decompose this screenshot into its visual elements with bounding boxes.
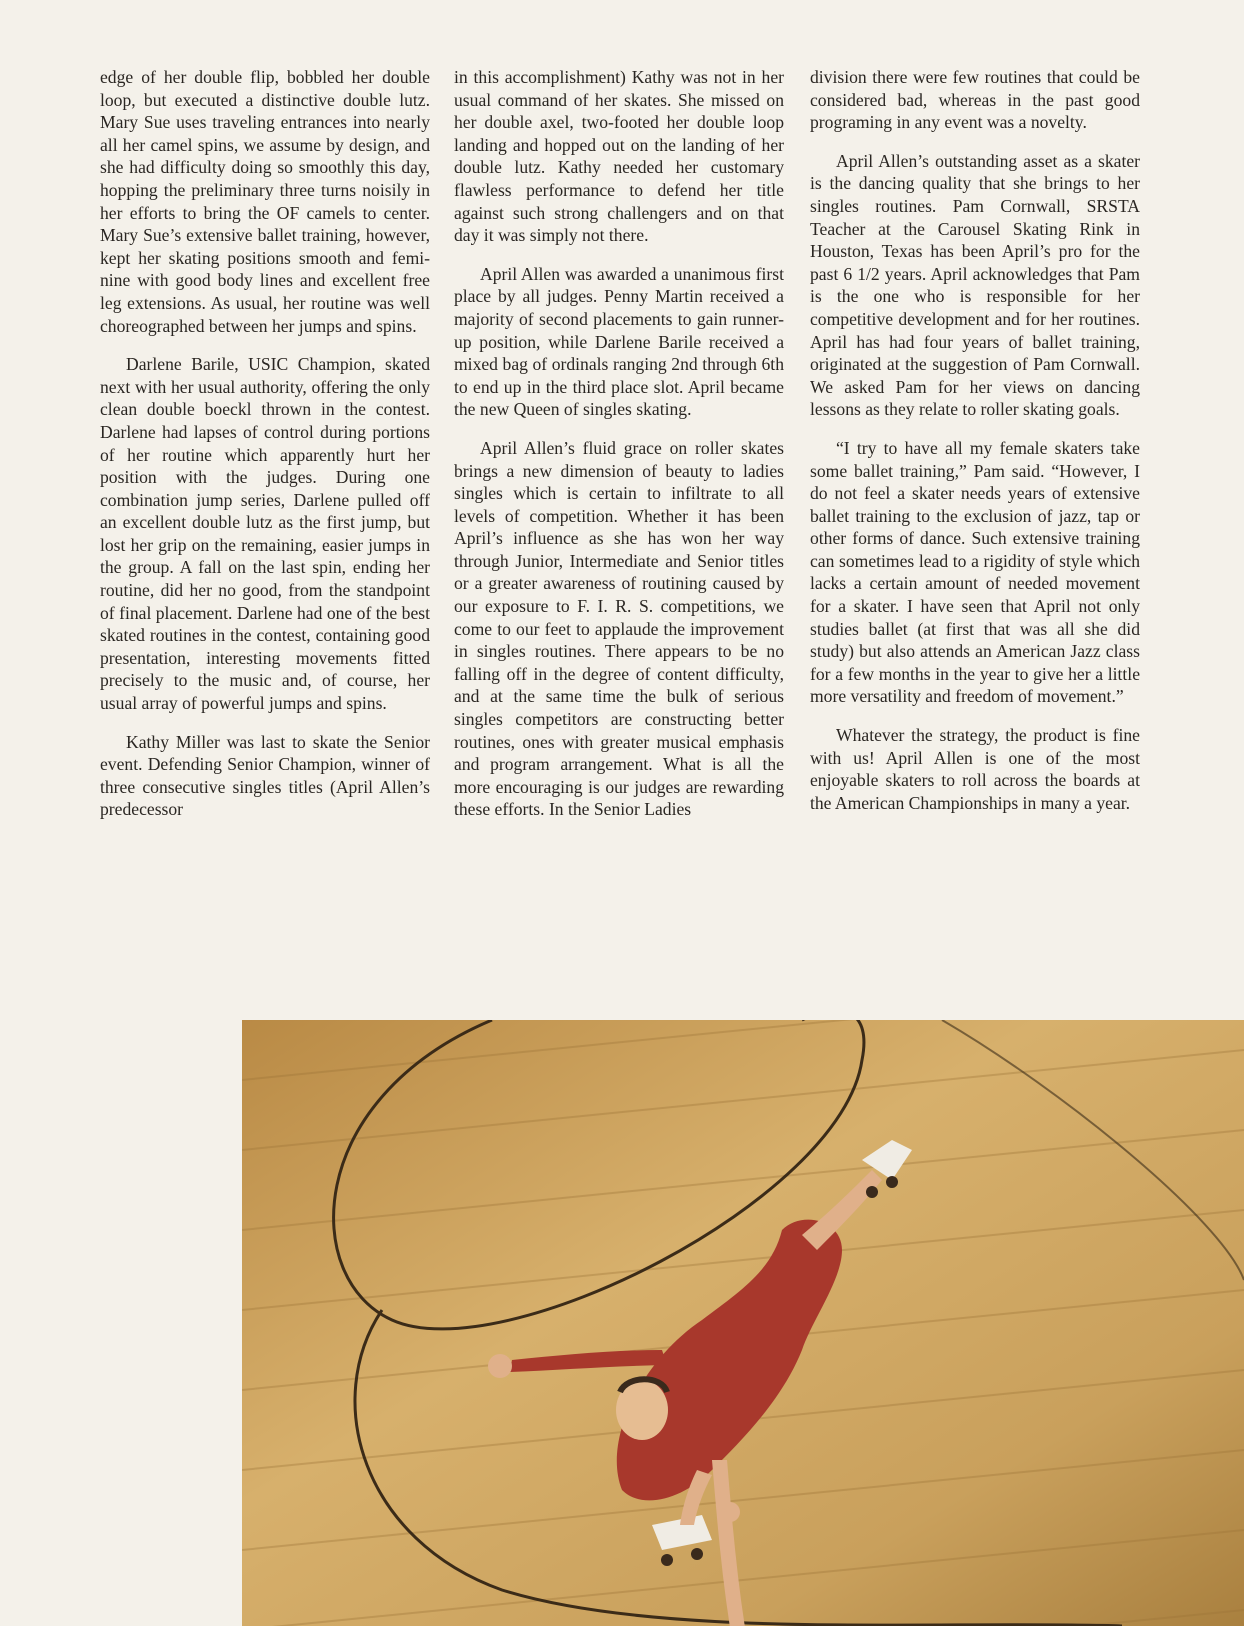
paragraph: “I try to have all my female skaters take some ballet training,” Pam said. “However, I do not feel a skater needs years of extensive ballet training to the exclusion of jazz, tap or other forms of dance. Such extensive training can sometimes lead to a rigidity of style which lacks a certain amount of needed movement for a skater. I have seen that April not only studies ballet (at first that was all she did study) but also attends an American Jazz class for a few months in the year to give her a little more versatility and freedom of movement.” (810, 437, 1140, 707)
paragraph: edge of her double flip, bobbled her double loop, but executed a distinctive double lutz. Mary Sue uses traveling entrances into nearly all her camel spins, we assume by design, and she had difficulty doing so smoothly this day, hopping the preliminary three turns noisily in her efforts to bring the OF camels to center. Mary Sue’s extensive ballet training, however, kept her skating positions smooth and feminine with good body lines and excellent free leg extensions. As usual, her routine was well choreographed between her jumps and spins. (100, 67, 430, 336)
text-column-2 (454, 66, 784, 837)
paragraph: April Allen’s fluid grace on roller skates brings a new dimension of beauty to ladies singles which is certain to infiltrate to all levels of competition. Whether it has been April’s influence as she has won her way through Junior, Intermediate and Senior titles or a greater awareness of routining caused by our exposure to F. I. R. S. competitions, we come to our feet to applaude the improvement in singles routines. There appears to be no falling off in the degree of content difficulty, and at the same time the bulk of serious singles competitors are constructing better routines, ones with greater musical emphasis and program arrangement. What is all the more encouraging is our judges are rewarding these efforts. In the Senior Ladies (454, 437, 784, 820)
paragraph: Darlene Barile, USIC Champion, skated next with her usual authority, offering the only clean double boeckl thrown in the contest. Darlene had lapses of control during portions of her routine which apparently hurt her position with the judges. During one combination jump series, Darlene pulled off an excellent double lutz as the first jump, but lost her grip on the remaining, easier jumps in the group. A fall on the last spin, ending her routine, did her no good, from the standpoint of final placement. Darlene had one of the best skated routines in the contest, containing good presentation, interesting movements fitted precisely to the music and, of course, her usual array of powerful jumps and spins. (100, 354, 430, 714)
paragraph: April Allen was awarded a unanimous first place by all judges. Penny Martin received a majority of second placements to gain runner-up position, while Darlene Barile received a mixed bag of ordinals ranging 2nd through 6th to end up in the third place slot. April became the new Queen of singles skating. (454, 263, 784, 420)
skater-hand (488, 1354, 512, 1378)
paragraph: Kathy Miller was last to skate the Senior event. Defending Senior Champion, winner of three consecutive singles titles (April Allen’s predecessor (100, 731, 430, 820)
skater-photo (242, 1020, 1244, 1626)
paragraph: April Allen’s outstanding asset as a skater is the dancing quality that she brings to her singles routines. Pam Cornwall, SRSTA Teacher at the Carousel Skating Rink in Houston, Texas has been April’s pro for the past 6 1/2 years. April acknowledges that Pam is the one who is responsible for her competitive development and for her routines. April has had four years of ballet training, originated at the suggestion of Pam Cornwall. We asked Pam for her views on dancing lessons as they relate to roller skating goals. (810, 150, 1140, 420)
text-column-3 (810, 66, 1140, 830)
paragraph: in this accomplishment) Kathy was not in her usual command of her skates. She missed on her double axel, two-footed her double loop landing and hopped out on the landing of her double lutz. Kathy needed her customary flawless performance to defend her title against such strong challengers and on that day it was simply not there. (454, 67, 784, 246)
skater-hand (720, 1502, 740, 1522)
text-column-1 (100, 66, 430, 837)
paragraph: Whatever the strategy, the product is fine with us! April Allen is one of the most enjoyable skaters to roll across the boards at the American Championships in many a year. (810, 725, 1140, 813)
paragraph: division there were few routines that could be considered bad, whereas in the past good programing in any event was a novelty. (810, 67, 1140, 133)
skater-illustration (242, 1020, 1244, 1626)
